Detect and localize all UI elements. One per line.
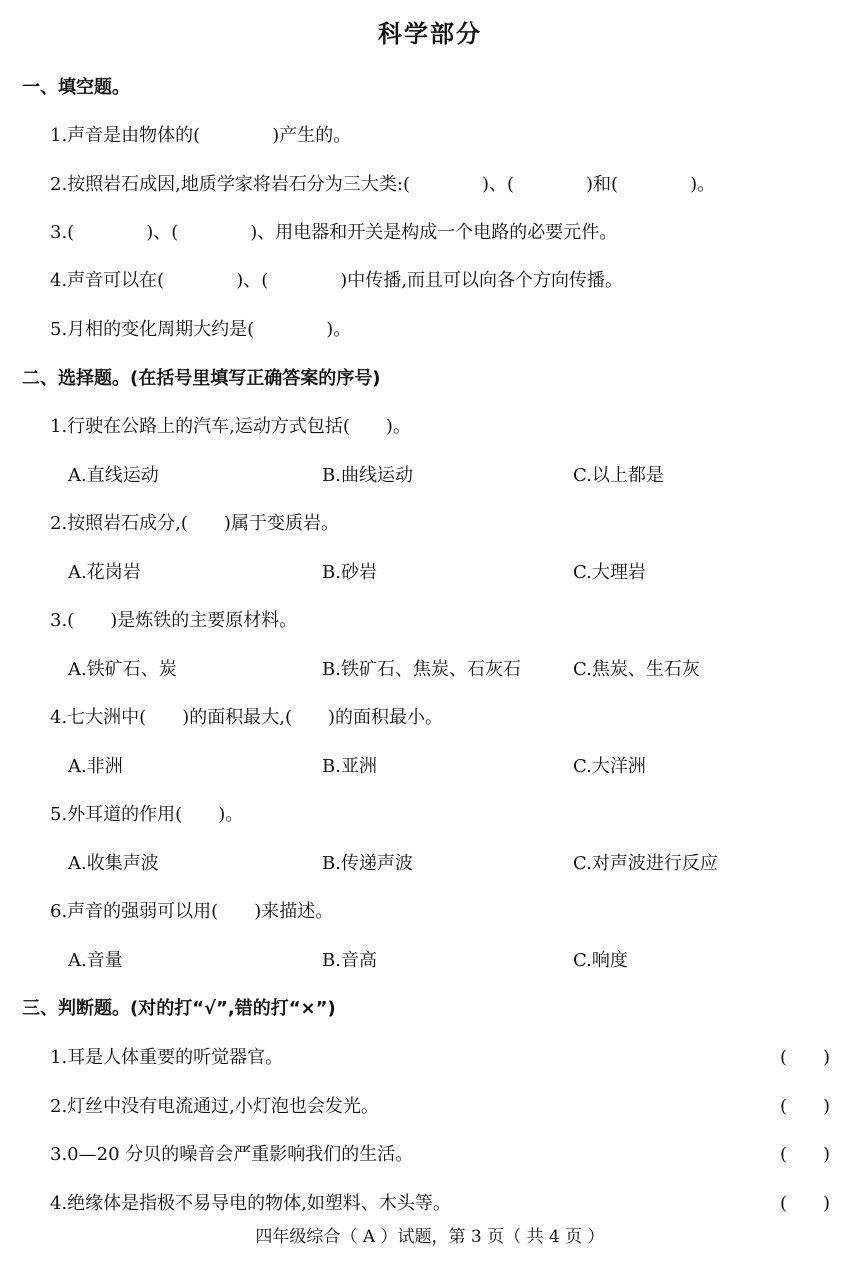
choice-question-3-option-c: C.焦炭、生石灰 [573, 659, 700, 680]
choice-question-2: 2.按照岩石成分,( )属于变质岩。 [50, 513, 339, 534]
choice-question-5-option-c: C.对声波进行反应 [573, 853, 718, 874]
true-false-answer-paren-3: ( ) [780, 1144, 831, 1165]
choice-question-1: 1.行驶在公路上的汽车,运动方式包括( )。 [50, 416, 411, 437]
choice-question-3-option-a: A.铁矿石、炭 [68, 659, 177, 680]
choice-question-6: 6.声音的强弱可以用( )来描述。 [50, 901, 334, 922]
choice-question-1-option-a: A.直线运动 [68, 465, 159, 486]
choice-question-4-option-c: C.大洋洲 [573, 756, 646, 777]
fill-blank-question-4: 4.声音可以在( )、( )中传播,而且可以向各个方向传播。 [50, 270, 623, 291]
page-footer: 四年级综合（ A ）试题，第 3 页（ 共 4 页 ） [255, 1227, 605, 1247]
fill-blank-question-5: 5.月相的变化周期大约是( )。 [50, 319, 352, 340]
section-heading-fill-blank: 一、填空题。 [22, 77, 130, 98]
choice-question-6-option-b: B.音高 [322, 950, 377, 971]
choice-question-6-option-a: A.音量 [68, 950, 123, 971]
choice-question-2-option-c: C.大理岩 [573, 562, 646, 583]
choice-question-5: 5.外耳道的作用( )。 [50, 804, 244, 825]
choice-question-5-option-a: A.收集声波 [68, 853, 159, 874]
true-false-answer-paren-2: ( ) [780, 1096, 831, 1117]
section-heading-true-false: 三、判断题。(对的打“√”,错的打“×”) [22, 998, 336, 1019]
choice-question-2-option-a: A.花岗岩 [68, 562, 141, 583]
true-false-question-2: 2.灯丝中没有电流通过,小灯泡也会发光。 [50, 1096, 379, 1117]
true-false-answer-paren-4: ( ) [780, 1193, 831, 1214]
true-false-question-1: 1.耳是人体重要的听觉器官。 [50, 1047, 284, 1068]
choice-question-3-option-b: B.铁矿石、焦炭、石灰石 [322, 659, 521, 680]
section-heading-multiple-choice: 二、选择题。(在括号里填写正确答案的序号) [22, 368, 381, 389]
choice-question-5-option-b: B.传递声波 [322, 853, 413, 874]
choice-question-4-option-a: A.非洲 [68, 756, 123, 777]
choice-question-1-option-c: C.以上都是 [573, 465, 664, 486]
choice-question-4: 4.七大洲中( )的面积最大,( )的面积最小。 [50, 707, 443, 728]
fill-blank-question-3: 3.( )、( )、用电器和开关是构成一个电路的必要元件。 [50, 222, 618, 243]
choice-question-2-option-b: B.砂岩 [322, 562, 377, 583]
true-false-answer-paren-1: ( ) [780, 1047, 831, 1068]
choice-question-6-option-c: C.响度 [573, 950, 628, 971]
true-false-question-4: 4.绝缘体是指极不易导电的物体,如塑料、木头等。 [50, 1193, 451, 1214]
page-title: 科学部分 [378, 20, 482, 48]
fill-blank-question-1: 1.声音是由物体的( )产生的。 [50, 125, 352, 146]
fill-blank-question-2: 2.按照岩石成因,地质学家将岩石分为三大类:( )、( )和( )。 [50, 174, 716, 195]
true-false-question-3: 3.0—20 分贝的噪音会严重影响我们的生活。 [50, 1144, 414, 1165]
choice-question-4-option-b: B.亚洲 [322, 756, 377, 777]
choice-question-3: 3.( )是炼铁的主要原材料。 [50, 610, 298, 631]
choice-question-1-option-b: B.曲线运动 [322, 465, 413, 486]
